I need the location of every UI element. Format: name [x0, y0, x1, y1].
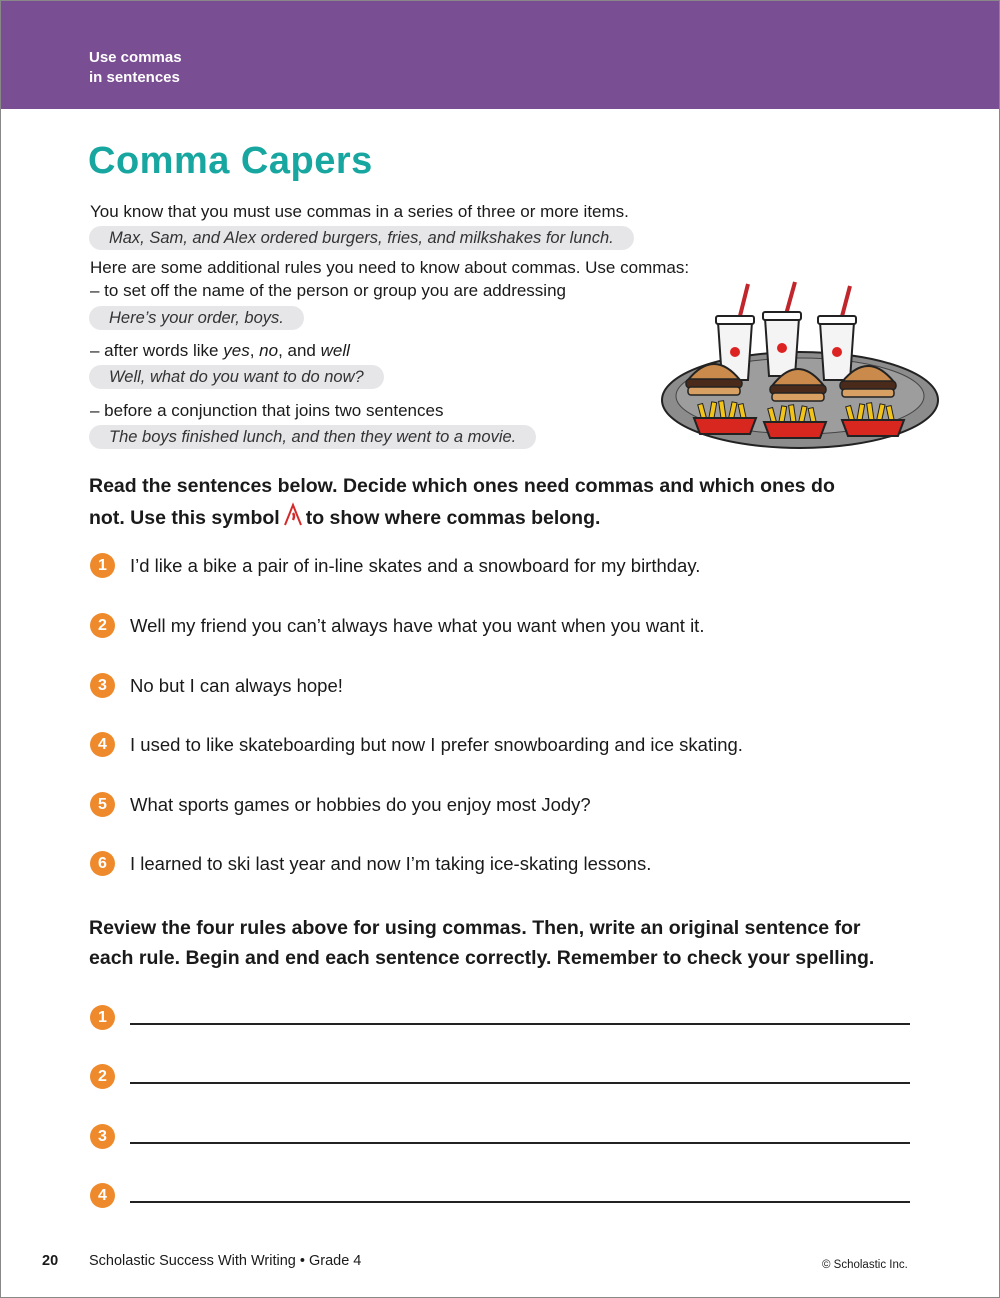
sentence-number-badge: 1	[90, 553, 115, 578]
topic-label	[89, 48, 289, 88]
sentence-item: I used to like skateboarding but now I prefer snowboarding and ice skating.	[130, 734, 743, 755]
example-conjunction: The boys finished lunch, and then they went to a movie.	[89, 425, 536, 449]
rule-conjunction: – before a conjunction that joins two sentences	[90, 401, 444, 420]
example-introductory-word: Well, what do you want to do now?	[89, 365, 384, 389]
rule2-sep2: , and	[278, 341, 321, 360]
write-number-badge: 1	[90, 1005, 115, 1030]
milkshake-cup	[818, 286, 856, 380]
lunch-tray-illustration	[660, 280, 945, 450]
writing-line[interactable]	[130, 1023, 910, 1025]
instructions1-line1: Read the sentences below. Decide which ones need commas and which ones do	[89, 475, 835, 497]
rule-introductory-words	[90, 340, 350, 362]
example-direct-address: Here’s your order, boys.	[89, 306, 304, 330]
sentence-item: I’d like a bike a pair of in-line skates and a snowboard for my birthday.	[130, 555, 701, 576]
rule2-prefix: – after words like	[90, 341, 224, 360]
word-no: no	[259, 341, 279, 360]
sentence-number-badge: 5	[90, 792, 115, 817]
page-title: Comma Capers	[88, 140, 373, 182]
milkshake-cup	[763, 282, 801, 376]
instructions-part1	[89, 471, 919, 533]
writing-line[interactable]	[130, 1142, 910, 1144]
page-number: 20	[42, 1253, 59, 1269]
write-number-badge: 3	[90, 1124, 115, 1149]
writing-line[interactable]	[130, 1082, 910, 1084]
sentence-item: What sports games or hobbies do you enjoy most Jody?	[130, 794, 591, 815]
sentence-item: Well my friend you can’t always have what you want when you want it.	[130, 615, 705, 636]
topic-label-line1: Use commas	[89, 49, 182, 66]
write-number-badge: 2	[90, 1064, 115, 1089]
sentence-number-badge: 3	[90, 673, 115, 698]
rule2-sep1: ,	[249, 341, 260, 360]
comma-caret-icon	[282, 501, 304, 527]
sentence-number-badge: 6	[90, 851, 115, 876]
instructions2-line2: each rule. Begin and end each sentence correctly. Remember to check your spelling.	[89, 947, 875, 969]
sentence-number-badge: 4	[90, 732, 115, 757]
writing-line[interactable]	[130, 1201, 910, 1203]
instructions-part2	[89, 913, 919, 973]
rule-direct-address: – to set off the name of the person or group you are addressing	[90, 281, 566, 300]
sentence-item: No but I can always hope!	[130, 675, 343, 696]
book-title: Scholastic Success With Writing • Grade 4	[89, 1253, 362, 1269]
topic-label-line2: in sentences	[89, 69, 180, 86]
instructions1-line2-after: to show where commas belong.	[305, 507, 601, 529]
instructions1-line2-before: not. Use this symbol	[89, 507, 280, 529]
example-series: Max, Sam, and Alex ordered burgers, fries, and milkshakes for lunch.	[89, 226, 634, 250]
write-number-badge: 4	[90, 1183, 115, 1208]
sentence-number-badge: 2	[90, 613, 115, 638]
instructions1-line2	[89, 501, 919, 533]
intro-line-2: Here are some additional rules you need to know about commas. Use commas:	[90, 258, 690, 277]
word-yes: yes	[223, 341, 250, 360]
intro-line-1: You know that you must use commas in a series of three or more items.	[90, 202, 629, 221]
instructions2-line1: Review the four rules above for using commas. Then, write an original sentence for	[89, 917, 861, 939]
sentence-item: I learned to ski last year and now I’m taking ice-skating lessons.	[130, 853, 652, 874]
copyright: © Scholastic Inc.	[822, 1259, 908, 1271]
word-well: well	[320, 341, 350, 360]
